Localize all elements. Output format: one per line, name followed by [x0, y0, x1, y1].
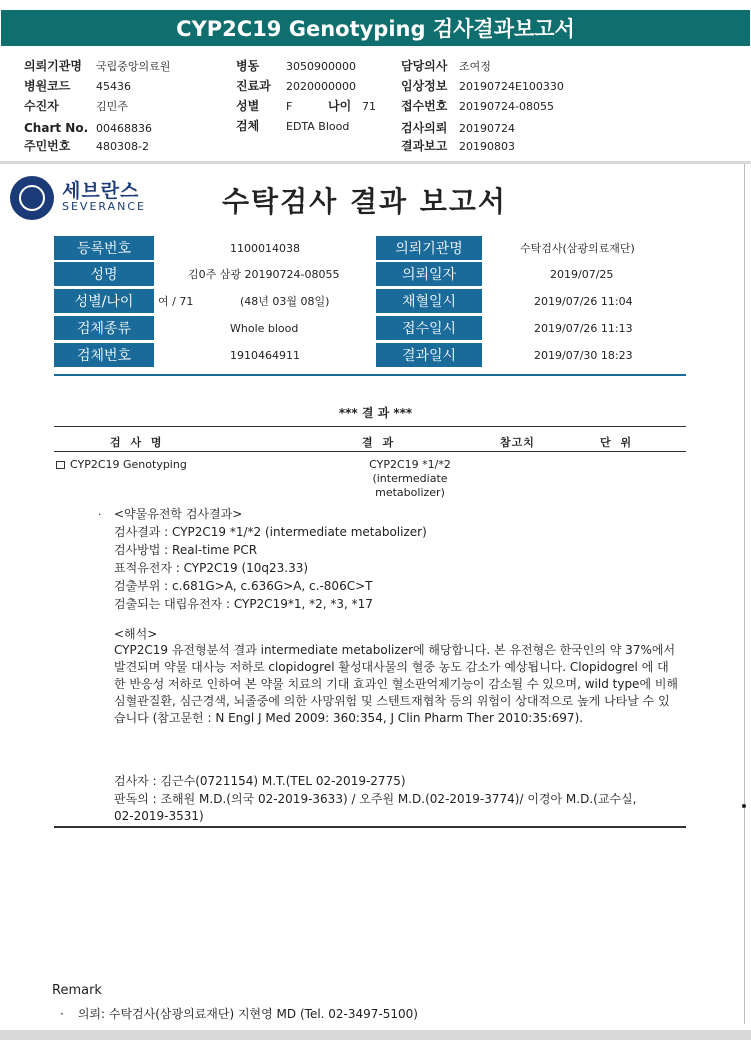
column-unit: 단 위	[600, 436, 635, 449]
report-date-value: 20190803	[459, 140, 515, 153]
footer-bar	[0, 1030, 751, 1040]
age-label: 나이	[328, 99, 352, 113]
logo-korean: 세브란스	[62, 180, 140, 202]
info-label: 등록번호	[54, 236, 154, 260]
age-value: 71	[362, 100, 376, 113]
test-name: CYP2C19 Genotyping	[70, 458, 187, 471]
info-value: 1910464911	[230, 348, 300, 362]
info-label: 채혈일시	[376, 289, 482, 313]
examiner: 검사자 : 김근수(0721154) M.T.(TEL 02-2019-2775)	[114, 774, 406, 788]
pgx-line: 검출되는 대립유전자 : CYP2C19*1, *2, *3, *17	[114, 597, 373, 611]
info-row	[54, 236, 686, 262]
info-row	[54, 289, 686, 315]
remark-note-item: · 의뢰: 수탁검사(삼광의료재단) 지현영 MD (Tel. 02-3497-5100)	[60, 1007, 418, 1021]
info-value: 1100014038	[230, 241, 300, 255]
info-label: 성별/나이	[54, 289, 154, 313]
department-label: 진료과	[236, 79, 271, 93]
patient-value: 김민주	[96, 100, 128, 113]
info-value: 2019/07/26 11:13	[534, 321, 633, 335]
specimen-value: EDTA Blood	[286, 120, 350, 133]
pgx-line: 표적유전자 : CYP2C19 (10q23.33)	[114, 561, 309, 575]
logo-english: SEVERANCE	[62, 200, 146, 213]
doctor-label: 담당의사	[401, 59, 448, 73]
ward-value: 3050900000	[286, 60, 356, 73]
table-header-rule	[54, 451, 686, 452]
reception-no-label: 접수번호	[401, 99, 448, 113]
header-col-3	[401, 58, 564, 155]
hospital-name-label: 의뢰기관명	[24, 59, 82, 73]
page-mark	[742, 804, 746, 808]
interpretation-heading: <해석>	[114, 627, 158, 641]
remark-note: 의뢰: 수탁검사(삼광의료재단) 지현영 MD (Tel. 02-3497-5100)	[77, 1007, 418, 1021]
reviewer-continued: 02-2019-3531)	[114, 809, 204, 823]
department-value: 2020000000	[286, 80, 356, 93]
info-label: 의뢰기관명	[376, 236, 482, 260]
resident-no-label: 주민번호	[24, 139, 71, 153]
table-row	[56, 458, 187, 471]
info-row	[54, 262, 686, 288]
header-col-2	[236, 58, 376, 135]
chart-no-label: Chart No.	[24, 121, 89, 135]
info-label: 의뢰일자	[376, 262, 482, 286]
collapse-box-icon	[56, 461, 65, 469]
column-result: 결 과	[362, 436, 397, 449]
info-value: 2019/07/26 11:04	[534, 294, 633, 308]
sex-value: F	[286, 100, 293, 113]
clinical-info-value: 20190724E100330	[459, 80, 564, 93]
info-row	[54, 316, 686, 342]
result-heading: *** 결 과 ***	[338, 406, 413, 420]
info-row	[54, 343, 686, 369]
specimen-label: 검체	[236, 119, 260, 133]
resident-no-value: 480308-2	[96, 140, 149, 153]
ward-label: 병동	[236, 59, 260, 73]
reception-no-value: 20190724-08055	[459, 100, 554, 113]
column-reference: 참고치	[500, 436, 535, 449]
info-label: 성명	[54, 262, 154, 286]
result-line: CYP2C19 *1/*2	[369, 458, 451, 471]
info-value: 김0주 삼광 20190724-08055	[188, 268, 340, 281]
bullet: ·	[98, 508, 102, 521]
header-col-1	[24, 58, 170, 155]
page-edge	[744, 164, 745, 1024]
request-date-label: 검사의뢰	[401, 121, 448, 135]
chart-no-value: 00468836	[96, 122, 152, 135]
pgx-line: 검사방법 : Real-time PCR	[114, 543, 258, 557]
column-test-name: 검 사 명	[110, 436, 165, 449]
patient-label: 수진자	[24, 99, 59, 113]
remark-title: Remark	[52, 983, 102, 998]
test-result	[360, 458, 460, 500]
info-label: 검체번호	[54, 343, 154, 367]
interpretation-text: CYP2C19 유전형분석 결과 intermediate metabolizer에 해당합니다. 본 유전형은 한국인의 약 37%에서 발견되며 약물 대사능 저하로 clopidogrel 활성대사물의 혈중 농도 감소가 예상됩니다. Clopidogrel 에 대한 반응성 저하로 인하여 본 약물 치료의 기대 효과인 혈소판억제기능이 감소될 수 있으며, wild type에 비해 심혈관질환, 심근경색, 뇌졸중에 의한 사망위험 및 스텐트재협착 등의 위험이 상대적으로 높게 나타날 수 있습니다 (참고문헌 : N Engl J Med 2009: 360:354, J Clin Pharm Ther 2010:35:697).	[114, 643, 679, 725]
severance-logo	[10, 176, 160, 220]
result-line: metabolizer)	[375, 486, 445, 499]
hospital-code-value: 45436	[96, 80, 131, 93]
patient-info-box	[54, 234, 686, 376]
info-value: 수탁검사(삼광의료재단)	[520, 242, 635, 255]
page-title: CYP2C19 Genotyping 검사결과보고서	[176, 17, 575, 41]
info-value: 2019/07/25	[550, 267, 614, 281]
table-top-rule	[54, 426, 686, 427]
info-label: 결과일시	[376, 343, 482, 367]
hospital-name-value: 국립중앙의료원	[96, 60, 171, 73]
report-date-label: 결과보고	[401, 139, 448, 153]
info-value: Whole blood	[230, 321, 299, 335]
pgx-section	[114, 506, 427, 612]
pgx-line: 검출부위 : c.681G>A, c.636G>A, c.-806C>T	[114, 579, 373, 593]
birth-date: (48년 03월 08일)	[240, 295, 330, 308]
document-title: 수탁검사 결과 보고서	[222, 185, 507, 218]
sex-label: 성별	[236, 99, 260, 113]
reviewer: 판독의 : 조해원 M.D.(의국 02-2019-3633) / 오주원 M.D.(02-2019-3774)/ 이경아 M.D.(교수실,	[114, 792, 637, 806]
info-label: 접수일시	[376, 316, 482, 340]
table-bottom-rule	[54, 826, 686, 828]
info-value: 여 / 71	[158, 295, 194, 308]
info-value: 2019/07/30 18:23	[534, 348, 633, 362]
hospital-code-label: 병원코드	[24, 79, 71, 93]
report-title-bar	[1, 10, 750, 46]
university-seal-icon	[10, 176, 54, 220]
pgx-line: 검사결과 : CYP2C19 *1/*2 (intermediate metabolizer)	[114, 525, 427, 539]
clinical-info-label: 임상정보	[401, 79, 448, 93]
section-divider	[0, 161, 751, 164]
pgx-heading: <약물유전학 검사결과>	[114, 507, 243, 521]
doctor-value: 조여정	[459, 60, 491, 73]
result-line: (intermediate	[372, 472, 448, 485]
info-label: 검체종류	[54, 316, 154, 340]
request-date-value: 20190724	[459, 122, 515, 135]
